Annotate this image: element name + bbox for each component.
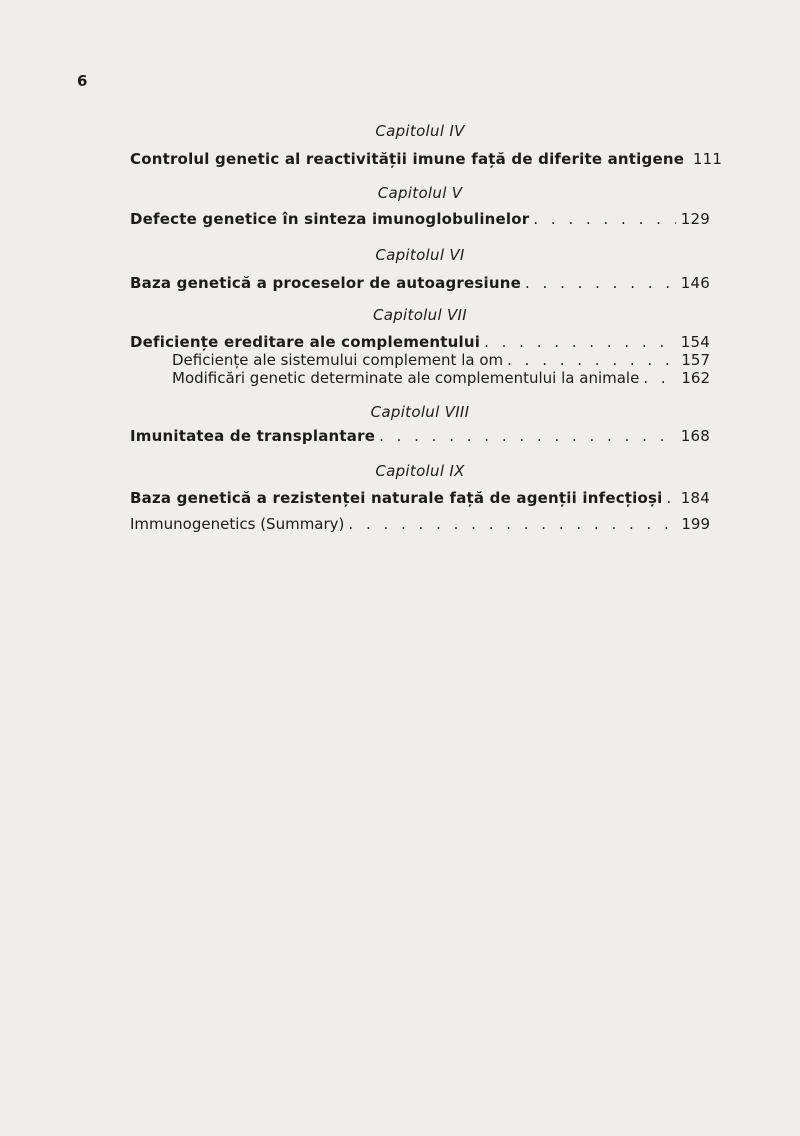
entry-page: 154 [680,333,710,351]
entry-title: Immunogenetics (Summary) [130,515,345,533]
entry-title: Imunitatea de transplantare [130,427,376,445]
entry-page: 129 [680,210,710,228]
page-number: 6 [77,72,88,90]
chapter-heading: Capitolul VII [372,306,468,324]
entry-page: 199 [681,515,710,533]
chapter-heading: Capitolul VIII [370,403,470,421]
chapter-heading: Capitolul VI [375,246,465,264]
toc-entry [130,274,710,294]
dot-leader [666,489,676,507]
entry-page: 157 [681,351,710,369]
entry-page: 168 [680,427,710,445]
dot-leader [484,333,676,351]
entry-title: Deficiențe ereditare ale complementului [130,333,481,351]
toc-subentry [172,351,710,371]
entry-title: Baza genetică a rezistenței naturale față de agenții infecțioși [130,489,663,507]
toc-entry [130,489,710,509]
toc-entry [130,333,710,353]
dot-leader [348,515,676,533]
entry-page: 162 [681,369,710,387]
dot-leader [507,351,676,369]
entry-title: Defecte genetice în sinteza imunoglobulinelor [130,210,530,228]
entry-title: Deficiențe ale sistemului complement la om [172,351,504,369]
entry-page: 111 [692,150,723,168]
entry-page: 184 [680,489,710,507]
toc-entry [130,515,710,535]
toc-subentry [172,369,710,389]
dot-leader [643,369,676,387]
toc-entry [130,427,710,447]
entry-title: Controlul genetic al reactivității imune față de diferite antigene [130,150,685,168]
dot-leader [379,427,676,445]
toc-entry [130,150,723,170]
chapter-heading: Capitolul IV [375,122,465,140]
dot-leader [525,274,676,292]
chapter-heading: Capitolul V [377,184,463,202]
entry-title: Baza genetică a proceselor de autoagresiune [130,274,521,292]
chapter-heading: Capitolul IX [375,462,465,480]
entry-page: 146 [680,274,710,292]
toc-entry [130,210,710,230]
dot-leader [533,210,676,228]
entry-title: Modificări genetic determinate ale complementului la animale [172,369,640,387]
